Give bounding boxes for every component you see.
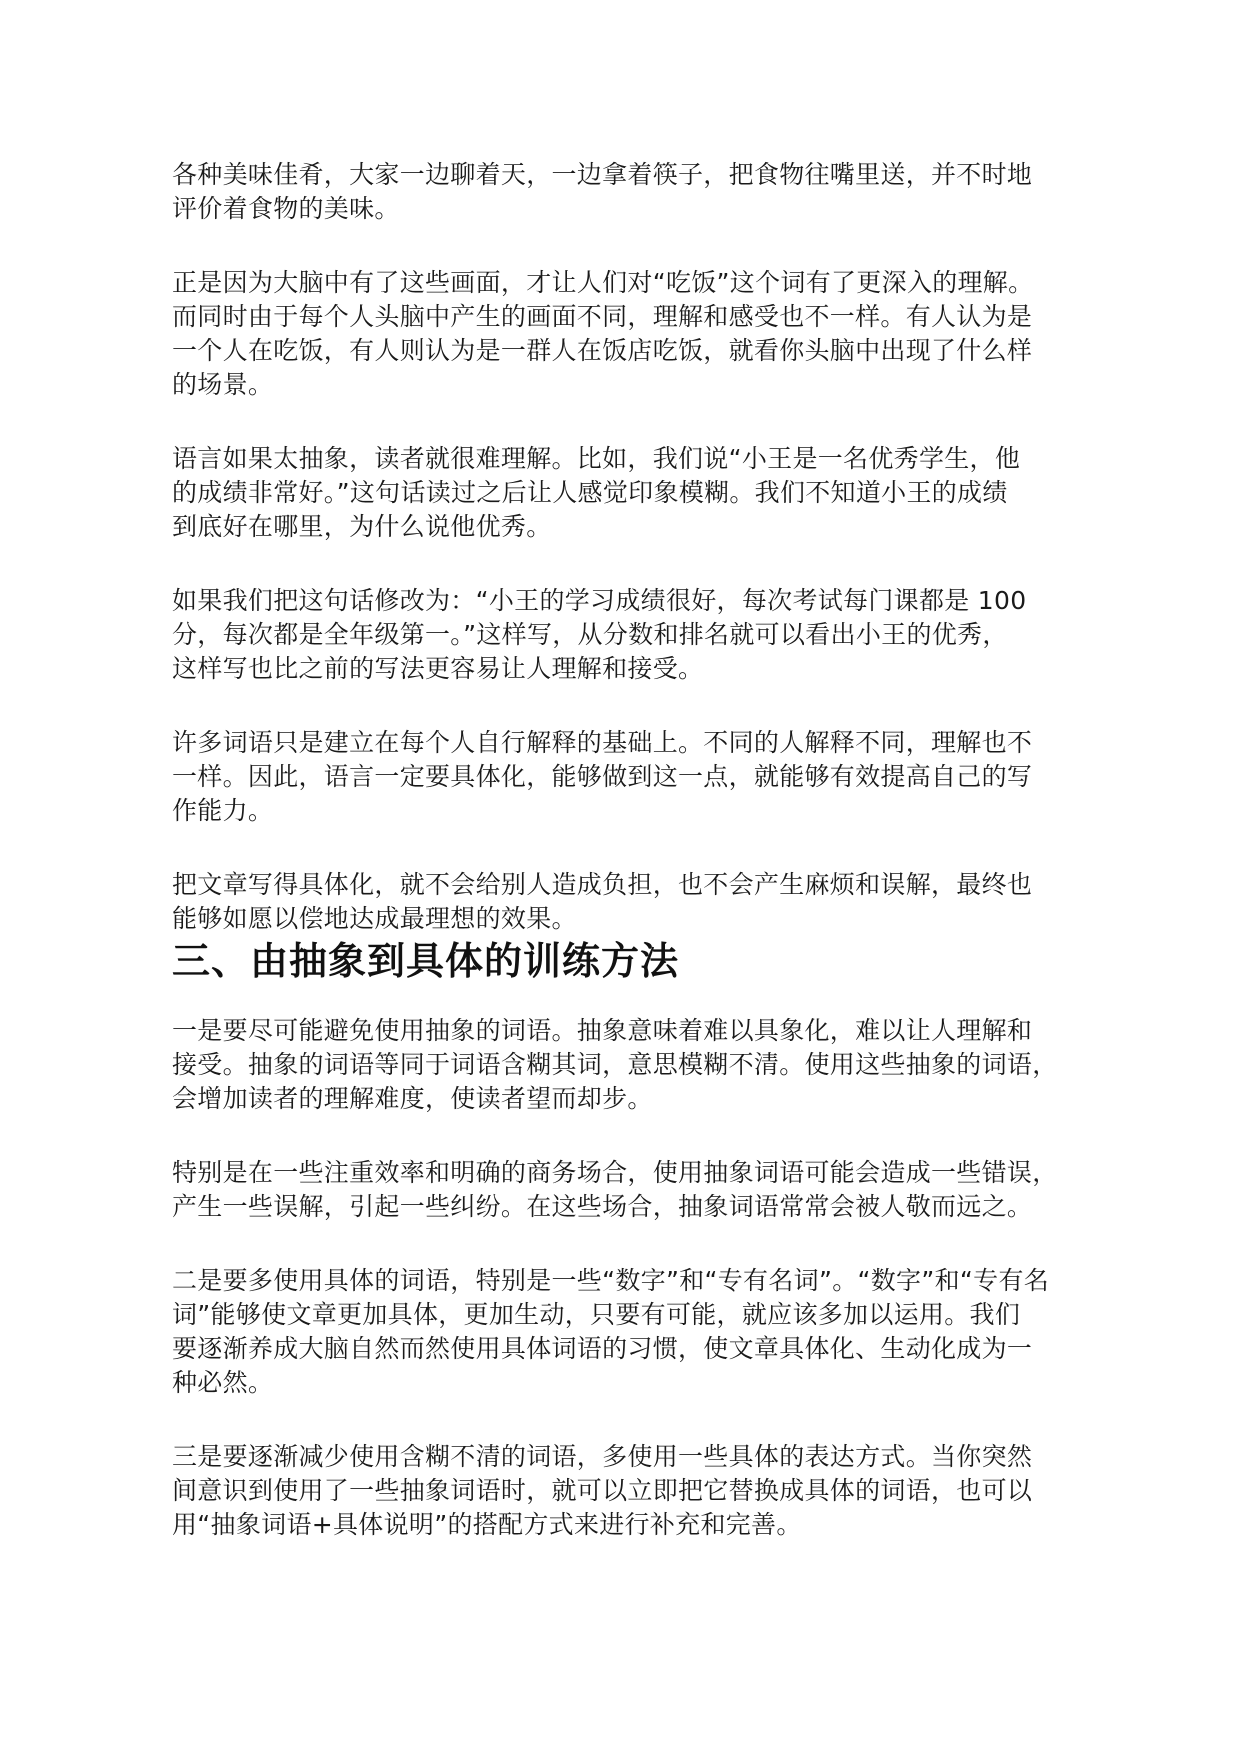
text-line: 产生一些误解，引起一些纠纷。在这些场合，抽象词语常常会被人敬而远之。 [172, 1192, 1033, 1221]
text-line: 而同时由于每个人头脑中产生的画面不同，理解和感受也不一样。有人认为是 [172, 302, 1033, 331]
paragraph-6 [172, 868, 1102, 936]
text-line: 正是因为大脑中有了这些画面，才让人们对“吃饭”这个词有了更深入的理解。 [172, 268, 1034, 297]
text-line: 用“抽象词语+具体说明”的搭配方式来进行补充和完善。 [172, 1510, 802, 1539]
text-line: 种必然。 [172, 1368, 274, 1397]
section-heading: 三、由抽象到具体的训练方法 [172, 939, 680, 983]
paragraph-1 [172, 158, 1102, 226]
text-line: 把文章写得具体化，就不会给别人造成负担，也不会产生麻烦和误解，最终也 [172, 870, 1033, 899]
paragraph-5 [172, 726, 1102, 828]
text-line: 分，每次都是全年级第一。”这样写，从分数和排名就可以看出小王的优秀， [172, 620, 1008, 649]
paragraph-4 [172, 584, 1102, 686]
document-page [172, 158, 1102, 1542]
text-line: 语言如果太抽象，读者就很难理解。比如，我们说“小王是一名优秀学生，他 [172, 444, 1021, 473]
paragraph-7 [172, 1014, 1102, 1116]
text-line: 特别是在一些注重效率和明确的商务场合，使用抽象词语可能会造成一些错误， [172, 1158, 1058, 1187]
text-line: 词”能够使文章更加具体，更加生动，只要有可能，就应该多加以运用。我们 [172, 1300, 1021, 1329]
text-line: 许多词语只是建立在每个人自行解释的基础上。不同的人解释不同，理解也不 [172, 728, 1033, 757]
text-line: 间意识到使用了一些抽象词语时，就可以立即把它替换成具体的词语，也可以 [172, 1476, 1033, 1505]
text-line: 要逐渐养成大脑自然而然使用具体词语的习惯，使文章具体化、生动化成为一 [172, 1334, 1033, 1363]
text-line: 评价着食物的美味。 [172, 194, 400, 223]
text-line: 二是要多使用具体的词语，特别是一些“数字”和“专有名词”。“数字”和“专有名 [172, 1266, 1050, 1295]
text-line: 能够如愿以偿地达成最理想的效果。 [172, 904, 577, 933]
paragraph-2 [172, 266, 1102, 402]
paragraph-3 [172, 442, 1102, 544]
text-line: 作能力。 [172, 796, 274, 825]
paragraph-8 [172, 1156, 1102, 1224]
text-line: 各种美味佳肴，大家一边聊着天，一边拿着筷子，把食物往嘴里送，并不时地 [172, 160, 1033, 189]
paragraph-10 [172, 1440, 1102, 1542]
text-line: 到底好在哪里，为什么说他优秀。 [172, 512, 552, 541]
text-line: 的场景。 [172, 370, 274, 399]
text-line: 一样。因此，语言一定要具体化，能够做到这一点，就能够有效提高自己的写 [172, 762, 1033, 791]
text-line: 一是要尽可能避免使用抽象的词语。抽象意味着难以具象化，难以让人理解和 [172, 1016, 1033, 1045]
text-line: 会增加读者的理解难度，使读者望而却步。 [172, 1084, 653, 1113]
text-line: 接受。抽象的词语等同于词语含糊其词，意思模糊不清。使用这些抽象的词语， [172, 1050, 1058, 1079]
text-line: 的成绩非常好。”这句话读过之后让人感觉印象模糊。我们不知道小王的成绩 [172, 478, 1008, 507]
text-line: 三是要逐渐减少使用含糊不清的词语，多使用一些具体的表达方式。当你突然 [172, 1442, 1033, 1471]
paragraph-9 [172, 1264, 1102, 1400]
text-line: 这样写也比之前的写法更容易让人理解和接受。 [172, 654, 704, 683]
text-line: 如果我们把这句话修改为：“小王的学习成绩很好，每次考试每门课都是 100 [172, 586, 1027, 615]
text-line: 一个人在吃饭，有人则认为是一群人在饭店吃饭，就看你头脑中出现了什么样 [172, 336, 1033, 365]
